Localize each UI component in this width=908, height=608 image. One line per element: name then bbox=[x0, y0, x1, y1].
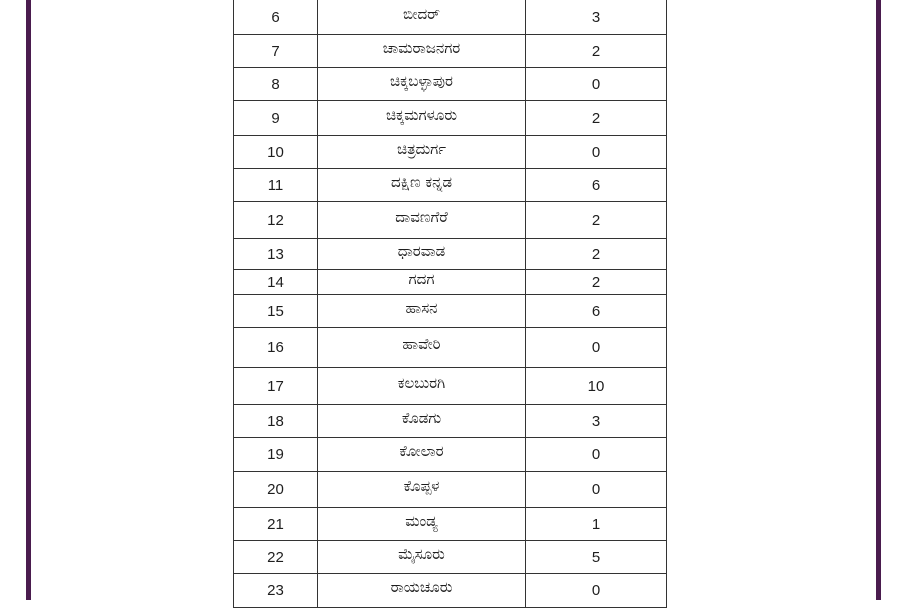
row-count: 0 bbox=[591, 582, 601, 599]
table-row bbox=[234, 239, 667, 270]
row-count-cell bbox=[526, 574, 667, 608]
row-count-cell bbox=[526, 368, 667, 405]
row-count: 2 bbox=[591, 245, 601, 263]
row-number-cell bbox=[234, 472, 318, 508]
district-name-cell bbox=[318, 202, 526, 239]
row-number-cell bbox=[234, 169, 318, 202]
district-name: ಚಾಮರಾಜನಗರ bbox=[382, 38, 461, 57]
row-count-cell bbox=[526, 101, 667, 136]
row-count: 6 bbox=[591, 176, 601, 194]
district-name-cell bbox=[318, 270, 526, 295]
row-count-cell bbox=[526, 541, 667, 574]
table-row bbox=[234, 508, 667, 541]
row-count: 0 bbox=[591, 481, 601, 498]
row-count-cell bbox=[526, 35, 667, 68]
row-count: 1 bbox=[591, 515, 601, 533]
row-count: 2 bbox=[591, 273, 601, 291]
table-row bbox=[234, 328, 667, 368]
table-row bbox=[234, 295, 667, 328]
row-number-cell bbox=[234, 508, 318, 541]
district-name: ಹಾಸನ bbox=[405, 298, 438, 317]
district-name: ಬೀದರ್ bbox=[403, 4, 440, 23]
row-number: 16 bbox=[267, 339, 284, 356]
district-name-cell bbox=[318, 405, 526, 438]
district-name: ದಾವಣಗೆರೆ bbox=[395, 207, 448, 226]
row-number-cell bbox=[234, 438, 318, 472]
row-count: 0 bbox=[591, 143, 601, 161]
district-name-cell bbox=[318, 169, 526, 202]
table-row bbox=[234, 35, 667, 68]
row-count: 2 bbox=[591, 211, 601, 229]
row-number: 21 bbox=[267, 515, 284, 533]
row-number: 7 bbox=[271, 42, 280, 60]
row-count: 10 bbox=[587, 377, 605, 395]
district-table bbox=[233, 0, 667, 608]
row-number: 9 bbox=[271, 109, 280, 127]
row-number-cell bbox=[234, 405, 318, 438]
row-count: 0 bbox=[591, 75, 601, 93]
table-row bbox=[234, 541, 667, 574]
row-count-cell bbox=[526, 270, 667, 295]
row-count-cell bbox=[526, 136, 667, 169]
district-name-cell bbox=[318, 368, 526, 405]
row-count: 6 bbox=[591, 302, 601, 320]
table-row bbox=[234, 405, 667, 438]
district-name-cell bbox=[318, 101, 526, 136]
row-number-cell bbox=[234, 295, 318, 328]
row-number: 19 bbox=[267, 446, 284, 463]
row-number-cell bbox=[234, 541, 318, 574]
row-count-cell bbox=[526, 405, 667, 438]
row-number: 17 bbox=[267, 377, 284, 395]
table-row bbox=[234, 169, 667, 202]
row-number-cell bbox=[234, 68, 318, 101]
row-count-cell bbox=[526, 202, 667, 239]
row-count: 0 bbox=[591, 446, 601, 463]
district-name-cell bbox=[318, 508, 526, 541]
table-row bbox=[234, 270, 667, 295]
district-name: ಚಿಕ್ಕಮಗಳೂರು bbox=[385, 105, 458, 124]
district-name-cell bbox=[318, 541, 526, 574]
row-count-cell bbox=[526, 438, 667, 472]
row-number: 23 bbox=[267, 582, 284, 599]
table-row bbox=[234, 0, 667, 35]
row-count-cell bbox=[526, 68, 667, 101]
district-name-cell bbox=[318, 136, 526, 169]
district-name: ಚಿಕ್ಕಬಳ್ಳಾಪುರ bbox=[390, 71, 453, 90]
page-border-right bbox=[876, 0, 881, 600]
row-number-cell bbox=[234, 202, 318, 239]
district-name: ಕೊಡಗು bbox=[401, 408, 442, 427]
row-number-cell bbox=[234, 35, 318, 68]
district-name: ಕೋಲಾರ bbox=[399, 442, 444, 460]
district-name-cell bbox=[318, 35, 526, 68]
row-number-cell bbox=[234, 328, 318, 368]
row-number: 10 bbox=[267, 143, 284, 161]
row-count-cell bbox=[526, 295, 667, 328]
district-name: ರಾಯಚೂರು bbox=[390, 578, 453, 596]
district-name: ಮೈಸೂರು bbox=[398, 544, 445, 563]
row-number: 20 bbox=[267, 481, 284, 498]
row-number: 13 bbox=[267, 245, 284, 263]
row-number: 12 bbox=[267, 211, 284, 229]
district-name: ದಕ್ಷಿಣ ಕನ್ನಡ bbox=[390, 172, 453, 191]
row-count-cell bbox=[526, 0, 667, 35]
row-number-cell bbox=[234, 136, 318, 169]
district-name-cell bbox=[318, 0, 526, 35]
row-count: 2 bbox=[591, 109, 601, 127]
table-row bbox=[234, 472, 667, 508]
district-name-cell bbox=[318, 295, 526, 328]
row-number: 8 bbox=[271, 75, 280, 93]
row-number: 11 bbox=[267, 176, 284, 194]
row-number: 22 bbox=[267, 548, 284, 566]
district-name-cell bbox=[318, 574, 526, 608]
row-number: 6 bbox=[271, 8, 280, 26]
table-row bbox=[234, 136, 667, 169]
row-number-cell bbox=[234, 0, 318, 35]
row-count: 2 bbox=[591, 42, 601, 60]
row-number: 15 bbox=[267, 302, 284, 320]
table-row bbox=[234, 101, 667, 136]
district-name: ಚಿತ್ರದುರ್ಗ bbox=[396, 139, 446, 158]
row-number-cell bbox=[234, 101, 318, 136]
row-count-cell bbox=[526, 328, 667, 368]
page-border-left bbox=[26, 0, 31, 600]
table-row bbox=[234, 68, 667, 101]
district-name: ಹಾವೇರಿ bbox=[402, 335, 441, 353]
district-name-cell bbox=[318, 68, 526, 101]
row-number: 14 bbox=[267, 273, 284, 291]
table-row bbox=[234, 438, 667, 472]
table-row bbox=[234, 574, 667, 608]
row-number: 18 bbox=[267, 412, 284, 430]
row-count-cell bbox=[526, 169, 667, 202]
row-count-cell bbox=[526, 472, 667, 508]
row-count: 3 bbox=[591, 8, 601, 26]
row-count-cell bbox=[526, 508, 667, 541]
district-name: ಕೊಪ್ಪಳ bbox=[403, 477, 440, 495]
table-row bbox=[234, 202, 667, 239]
row-number-cell bbox=[234, 239, 318, 270]
district-name: ಗದಗ bbox=[408, 269, 435, 288]
district-name: ಧಾರವಾಡ bbox=[397, 241, 446, 260]
row-number-cell bbox=[234, 574, 318, 608]
district-name: ಕಲಬುರಗಿ bbox=[397, 373, 446, 392]
row-count: 5 bbox=[591, 548, 601, 566]
district-name: ಮಂಡ್ಯ bbox=[405, 511, 438, 530]
row-number-cell bbox=[234, 270, 318, 295]
district-table-body bbox=[234, 0, 667, 608]
district-name-cell bbox=[318, 328, 526, 368]
table-row bbox=[234, 368, 667, 405]
district-name-cell bbox=[318, 472, 526, 508]
row-count-cell bbox=[526, 239, 667, 270]
row-count: 0 bbox=[591, 339, 601, 356]
row-number-cell bbox=[234, 368, 318, 405]
row-count: 3 bbox=[591, 412, 601, 430]
district-name-cell bbox=[318, 239, 526, 270]
district-name-cell bbox=[318, 438, 526, 472]
